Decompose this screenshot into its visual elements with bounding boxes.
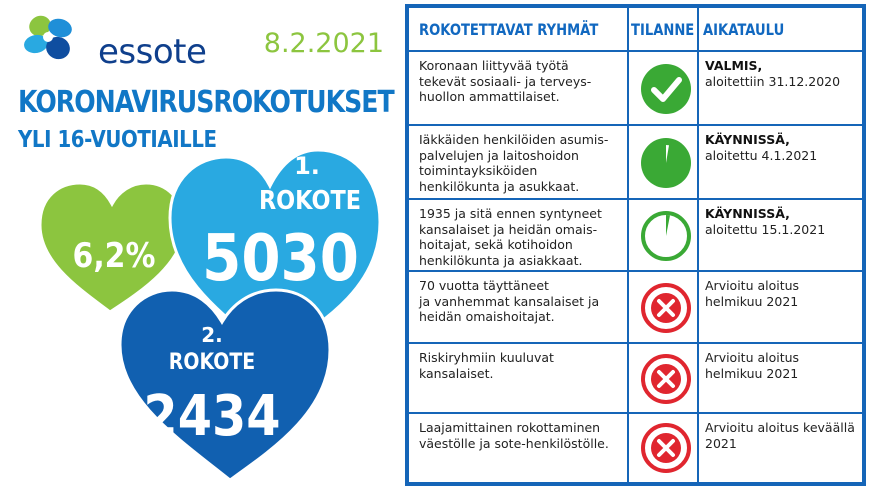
page-subtitle: YLI 16-VUOTIAILLE [18, 127, 217, 153]
schedule-text: aloitettu 15.1.2021 [705, 221, 826, 237]
group-cell [419, 58, 629, 105]
first-dose-number: 1. [294, 152, 320, 180]
schedule-status: KÄYNNISSÄ, [705, 206, 790, 221]
group-line: huollon ammattilaiset. [419, 89, 560, 104]
table-row [409, 272, 862, 344]
group-line: 1935 ja sitä ennen syntyneet [419, 206, 602, 221]
check-icon [633, 52, 699, 126]
schedule-text: aloitettu 4.1.2021 [705, 147, 818, 163]
group-cell [419, 206, 629, 268]
group-line: henkilökunta ja asiakkaat. [419, 252, 583, 268]
group-line: väestölle ja sote-henkilöstölle. [419, 435, 609, 451]
group-cell [419, 420, 629, 451]
table-row [409, 414, 862, 482]
group-line: toimintayksiköiden [419, 163, 538, 178]
schedule-text: Arvioitu aloitus helmikuu 2021 [705, 350, 800, 381]
table-header [409, 8, 862, 52]
vaccination-groups-table [405, 4, 866, 486]
group-line: kansalaiset ja heidän omais- [419, 221, 598, 237]
group-cell [419, 132, 629, 194]
schedule-text: aloitettiin 31.12.2020 [705, 73, 841, 89]
group-line: tekevät sosiaali- ja terveys- [419, 73, 592, 89]
second-dose-value: 2434 [143, 384, 281, 449]
schedule-cell [705, 278, 860, 309]
group-cell [419, 278, 629, 325]
table-row [409, 126, 862, 200]
schedule-cell [705, 58, 860, 89]
x-icon [633, 272, 699, 344]
schedule-status: VALMIS, [705, 58, 763, 73]
group-line: kansalaiset. [419, 365, 494, 381]
progress-small-icon [633, 126, 699, 200]
header-schedule: AIKATAULU [703, 20, 785, 39]
group-line: Riskiryhmiin kuuluvat [419, 350, 554, 365]
group-line: 70 vuotta täyttäneet [419, 278, 549, 293]
second-dose-number: 2. [201, 323, 223, 347]
first-dose-value: 5030 [202, 222, 359, 296]
x-icon [633, 414, 699, 482]
publication-date: 8.2.2021 [263, 28, 384, 59]
schedule-cell [705, 132, 860, 163]
table-row [409, 52, 862, 126]
table-row [409, 344, 862, 414]
group-line: Iäkkäiden henkilöiden asumis- [419, 132, 609, 147]
schedule-cell [705, 206, 860, 237]
schedule-text: Arvioitu aloitus keväällä 2021 [705, 420, 855, 451]
progress-outline-icon [633, 200, 699, 272]
group-cell [419, 350, 629, 381]
group-line: henkilökunta ja asukkaat. [419, 178, 580, 194]
schedule-status: KÄYNNISSÄ, [705, 132, 790, 147]
second-dose-label: ROKOTE [168, 350, 256, 375]
page-title: KORONAVIRUSROKOTUKSET [18, 85, 394, 120]
group-line: palvelujen ja laitoshoidon [419, 147, 579, 163]
group-line: heidän omaishoitajat. [419, 309, 555, 324]
header-status: TILANNE [631, 20, 695, 39]
schedule-cell [705, 350, 860, 381]
percent-value: 6,2% [72, 236, 156, 276]
schedule-cell [705, 420, 860, 451]
x-icon [633, 344, 699, 414]
infographic-left-panel [0, 0, 400, 490]
group-line: ja vanhemmat kansalaiset ja [419, 293, 600, 309]
group-line: Koronaan liittyvää työtä [419, 58, 569, 73]
table-row [409, 200, 862, 272]
schedule-text: Arvioitu aloitus helmikuu 2021 [705, 278, 800, 309]
first-dose-label: ROKOTE [258, 186, 362, 216]
brand-name: essote [98, 32, 207, 72]
group-line: hoitajat, sekä kotihoidon [419, 237, 573, 252]
header-groups: ROKOTETTAVAT RYHMÄT [419, 20, 599, 39]
group-line: Laajamittainen rokottaminen [419, 420, 601, 435]
